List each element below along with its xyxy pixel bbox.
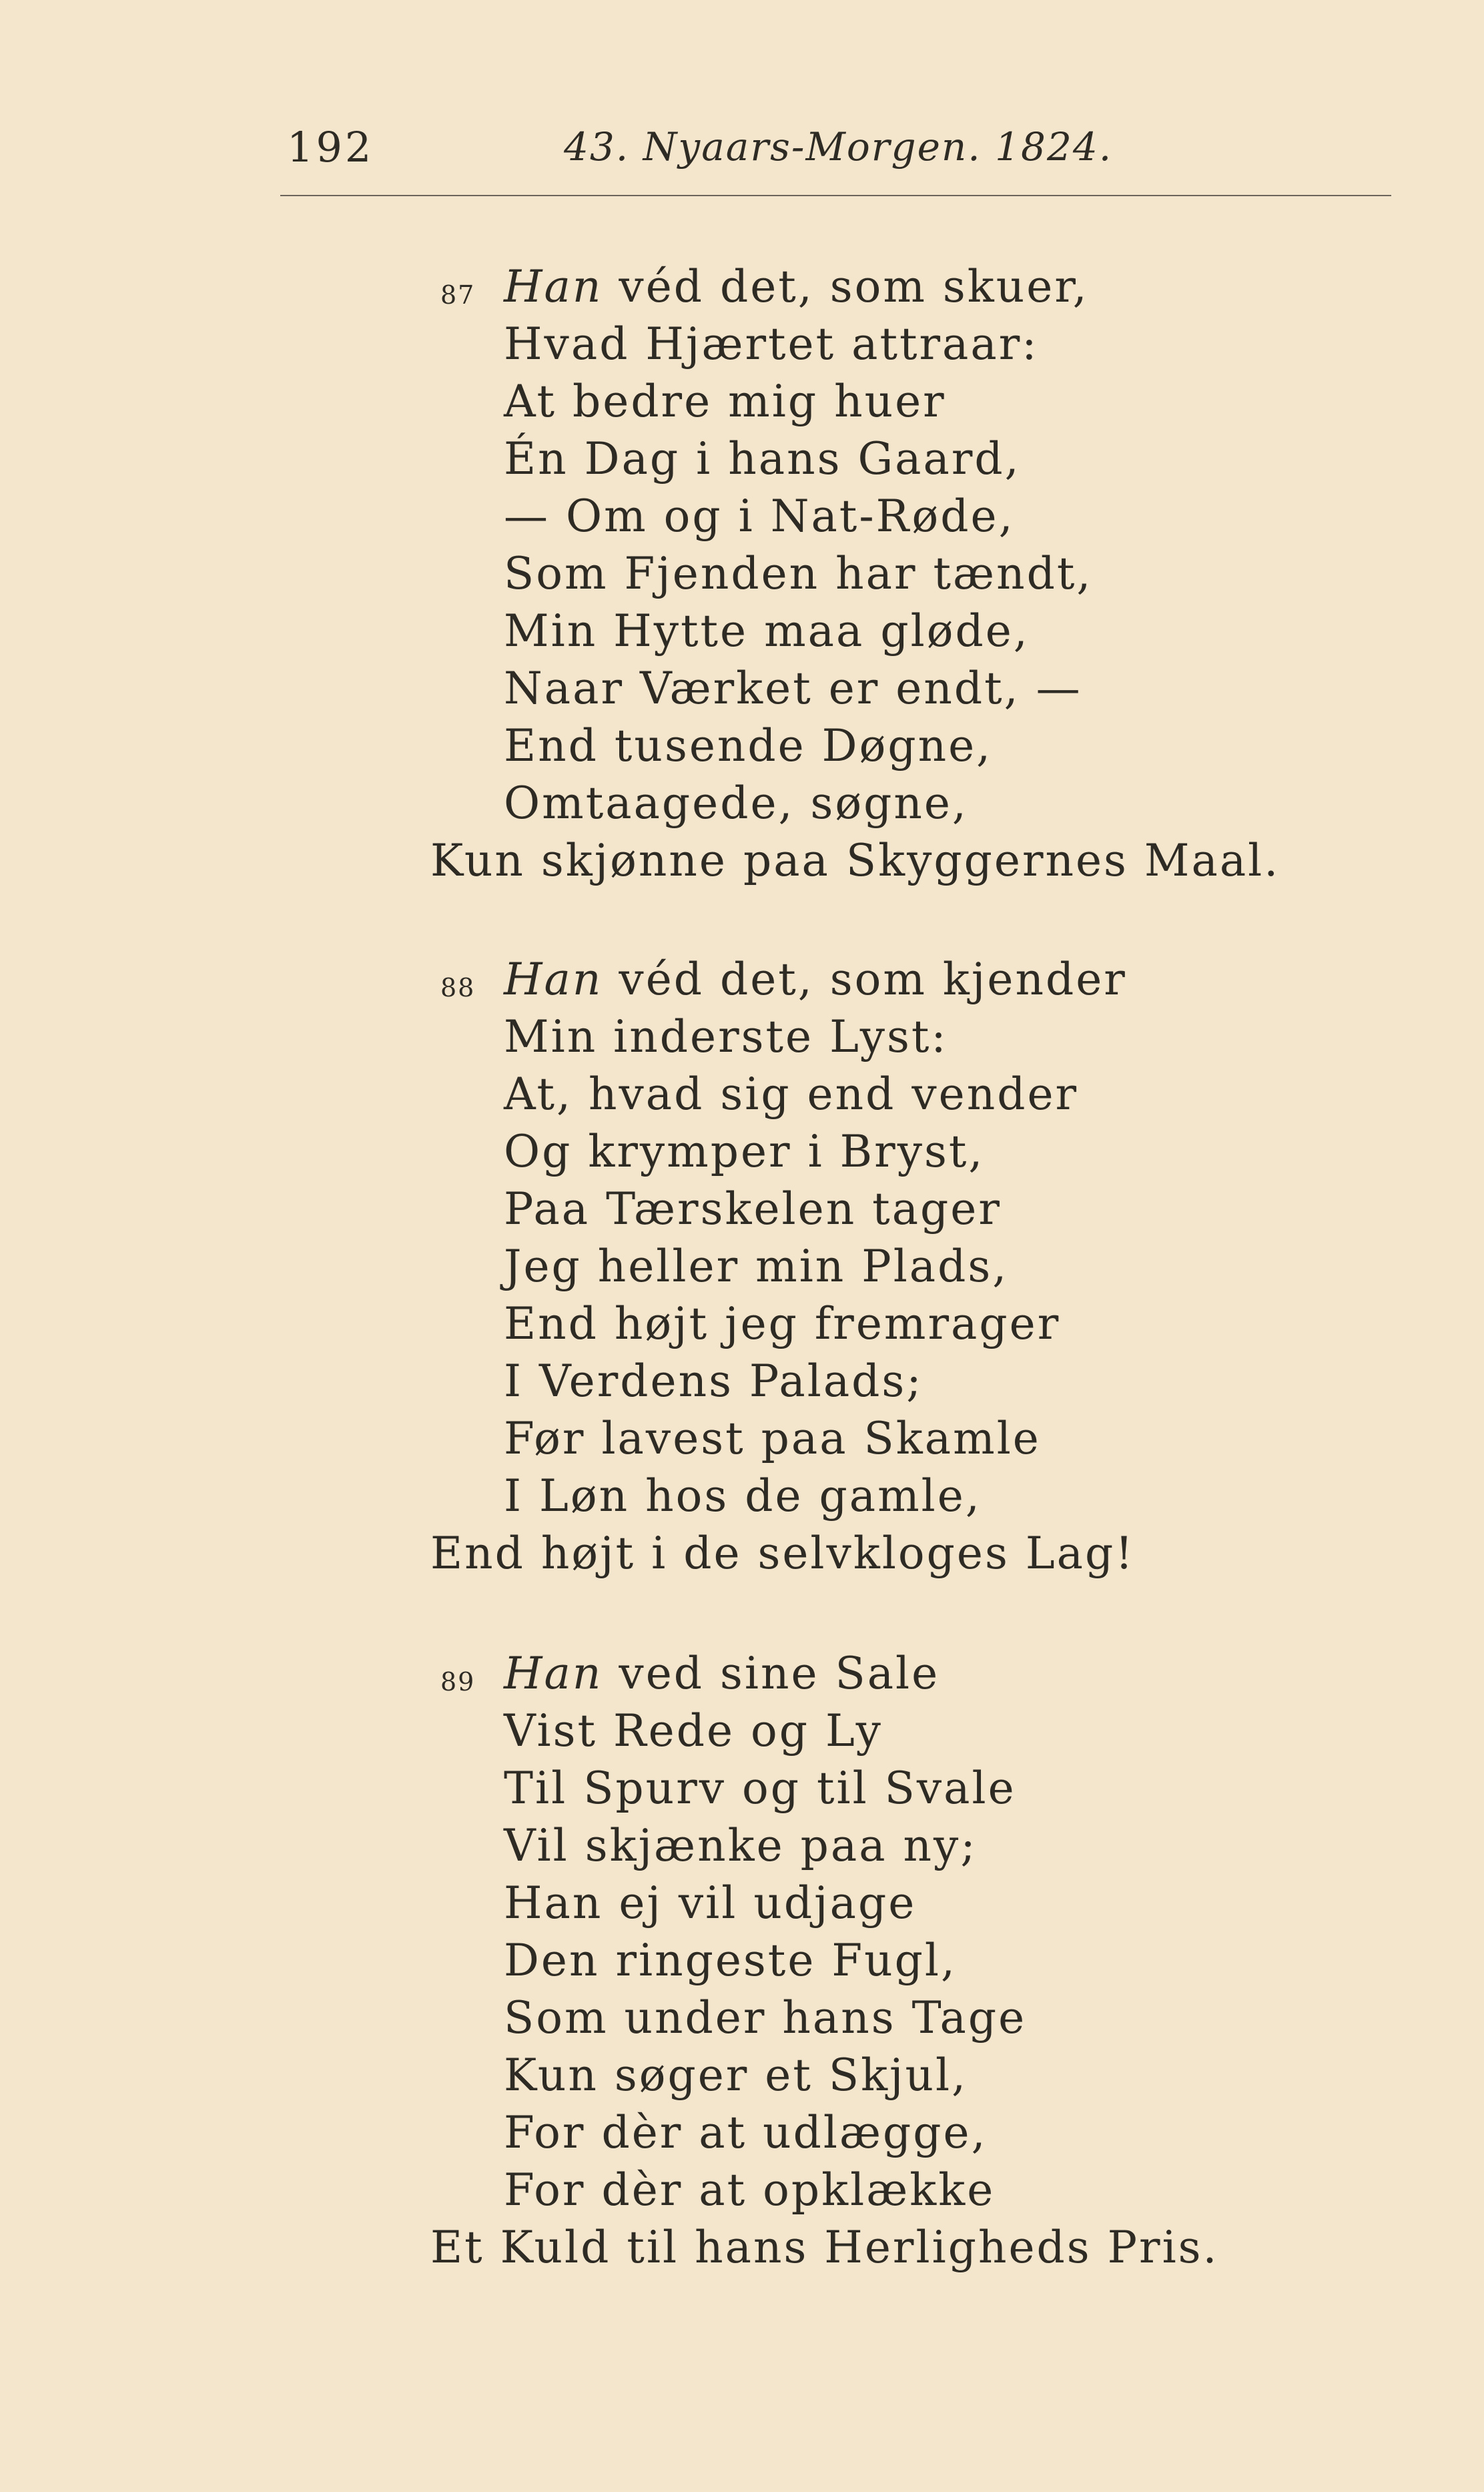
poem-line: Han ej vil udjage <box>504 1877 917 1929</box>
poem-line: Vil skjænke paa ny; <box>504 1820 978 1871</box>
poem-line: Hvad Hjærtet attraar: <box>504 318 1039 370</box>
poem-line <box>504 1647 940 1700</box>
poem-line: Før lavest paa Skamle <box>504 1413 1041 1464</box>
poem-line: Som Fjenden har tændt, <box>504 548 1093 599</box>
stanza-number: 89 <box>440 1667 476 1696</box>
poem-line: Som under hans Tage <box>504 1992 1027 2044</box>
poem-line: Én Dag i hans Gaard, <box>504 433 1021 485</box>
poem-line-final: Kun skjønne paa Skyggernes Maal. <box>430 835 1280 886</box>
line-rest: véd det, som kjender <box>603 954 1127 1005</box>
line-rest: véd det, som skuer, <box>603 261 1089 312</box>
poem-line: Den ringeste Fugl, <box>504 1935 958 1986</box>
first-word: Han <box>504 1648 603 1699</box>
poem-line: Jeg heller min Plads, <box>504 1241 1009 1292</box>
stanza-number: 88 <box>440 973 476 1002</box>
poem-line: End højt jeg fremrager <box>504 1298 1061 1349</box>
poem-line: I Verdens Palads; <box>504 1355 923 1407</box>
poem-line: — Om og i Nat-Røde, <box>504 491 1015 542</box>
poem-line: Naar Værket er endt, — <box>504 663 1082 714</box>
running-head: 43. Nyaars-Morgen. 1824. <box>564 124 1113 170</box>
poem-line <box>504 953 1127 1006</box>
poem-line: Og krymper i Bryst, <box>504 1126 985 1177</box>
poem-line: End tusende Døgne, <box>504 720 993 771</box>
poem-line: Omtaagede, søgne, <box>504 777 968 829</box>
poem-line: For dèr at opklække <box>504 2164 996 2216</box>
poem-line: At, hvad sig end vender <box>504 1068 1079 1120</box>
poem-line: Min inderste Lyst: <box>504 1011 948 1062</box>
first-word: Han <box>504 261 603 312</box>
poem-line: I Løn hos de gamle, <box>504 1470 982 1522</box>
line-rest: ved sine Sale <box>603 1648 940 1699</box>
poem-line: Kun søger et Skjul, <box>504 2050 968 2101</box>
poem-line: For dèr at udlægge, <box>504 2107 988 2158</box>
poem-line <box>504 260 1089 314</box>
poem-line: At bedre mig huer <box>504 376 946 427</box>
poem-line: Vist Rede og Ly <box>504 1705 883 1757</box>
header-rule <box>280 195 1391 196</box>
poem-line: Min Hytte maa gløde, <box>504 605 1030 657</box>
poem-line-final: End højt i de selvkloges Lag! <box>430 1528 1135 1579</box>
page-header <box>0 0 1484 200</box>
stanza-number: 87 <box>440 280 476 310</box>
page-number: 192 <box>287 123 374 172</box>
first-word: Han <box>504 954 603 1005</box>
poem-line: Til Spurv og til Svale <box>504 1763 1016 1814</box>
poem-line-final: Et Kuld til hans Herligheds Pris. <box>430 2222 1219 2273</box>
poem-line: Paa Tærskelen tager <box>504 1183 1002 1235</box>
